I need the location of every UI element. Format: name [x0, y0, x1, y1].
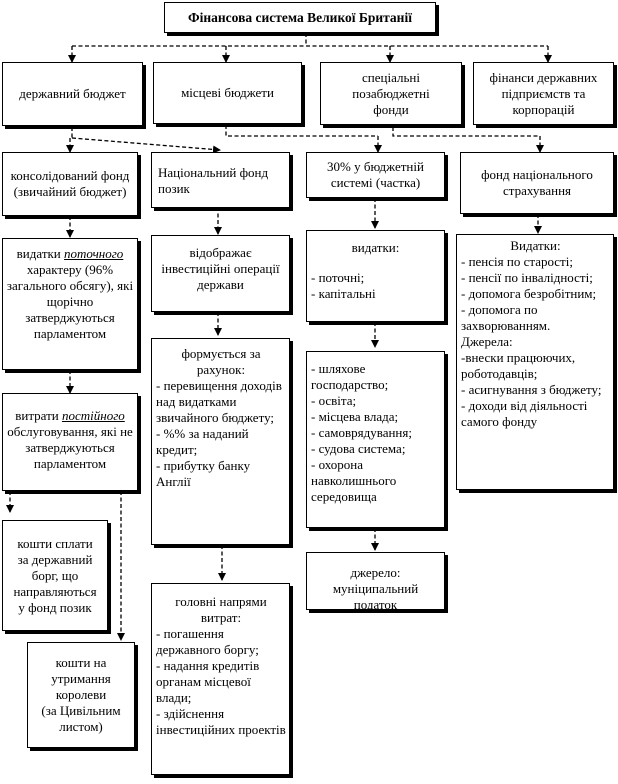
spending-area-item: - охорона навколишнього середовища: [311, 457, 397, 504]
budget-share-box: [306, 152, 445, 198]
national-loans-fund-label: Національний фонд позик: [158, 165, 269, 196]
queen-maintenance-label: кошти на утримання королеви: [51, 655, 111, 702]
insurance-expense-item: - пенсії по інвалідності;: [461, 270, 593, 285]
formation-sources-box: [151, 338, 290, 545]
spending-area-item: - судова система;: [311, 441, 406, 456]
current-expenses-box: [2, 238, 138, 370]
investment-operations-label: відображає інвестиційні операції держави: [161, 245, 280, 292]
special-funds-box: [320, 62, 462, 125]
expense-direction-item: - надання кредитів органам місцевої влади;: [156, 658, 260, 705]
national-insurance-fund-label: фонд національного страхування: [481, 167, 593, 198]
local-expenses-item: - капітальні: [311, 286, 376, 301]
insurance-expense-item: - допомога по захворюванням.: [461, 302, 551, 333]
national-insurance-fund-box: [460, 152, 614, 214]
local-expenses-box: [306, 230, 445, 322]
national-loans-fund-box: [151, 152, 290, 208]
connector-special-bus: [393, 127, 540, 136]
local-expenses-title: видатки:: [351, 240, 400, 255]
consolidated-fund-label: консолідований фонд (звичайний бюджет): [10, 168, 130, 199]
insurance-source-item: - доходи від діяльності самого фонду: [461, 398, 588, 429]
insurance-source-item: -внески працюючих, роботодавців;: [461, 350, 576, 381]
constant-expenses-text: обслуговування, які не затверджуються парламентом: [7, 424, 133, 471]
municipal-tax-source-box: [306, 552, 445, 610]
spending-area-item: - шляхове господарство;: [311, 361, 389, 392]
enterprises-label: фінанси державних підприємств та корпорацій: [489, 69, 598, 117]
title-text: Фінансова система Великої Британії: [188, 9, 412, 25]
formation-sources-title: формується за рахунок:: [181, 346, 261, 377]
expense-direction-item: - погашення державного боргу;: [156, 626, 259, 657]
current-expenses-emphasis: поточного: [64, 246, 124, 261]
current-expenses-text: характеру (96% загального обсягу), які щорічно затверджуються парламентом: [6, 262, 134, 341]
insurance-sources-title: Джерела:: [461, 334, 513, 349]
expense-direction-item: - здійснення інвестиційних проектів: [156, 706, 286, 737]
spending-area-item: - місцева влада;: [311, 409, 399, 424]
main-expense-directions-box: [151, 583, 290, 775]
constant-expenses-emphasis: постійного: [61, 408, 125, 423]
insurance-source-item: - асигнування з бюджету;: [461, 382, 602, 397]
page-title: [164, 2, 436, 33]
local-budgets-box: [153, 62, 302, 124]
civil-list-note: (за Цивільним листом): [41, 703, 121, 734]
local-expenses-item: - поточні;: [311, 270, 365, 285]
municipal-tax-source-label: джерело: муніципальний податок: [332, 565, 419, 612]
enterprises-box: [473, 62, 614, 125]
insurance-expense-item: - допомога безробітним;: [461, 286, 597, 301]
consolidated-fund-box: [2, 152, 138, 216]
connector-state-bus: [70, 127, 72, 138]
state-budget-label: державний бюджет: [19, 86, 126, 101]
connector-to-loans-fund: [72, 138, 220, 150]
local-spending-areas-box: [306, 351, 445, 528]
local-budgets-label: місцеві бюджети: [181, 85, 274, 100]
investment-operations-box: [151, 235, 290, 312]
insurance-expense-item: - пенсія по старості;: [461, 254, 573, 269]
insurance-details-box: [456, 234, 614, 490]
connector-title-bus: [72, 33, 548, 46]
state-budget-box: [2, 62, 143, 126]
current-expenses-prefix: видатки: [16, 246, 65, 261]
spending-area-item: - освіта;: [311, 393, 357, 408]
spending-area-item: - самоврядування;: [311, 425, 412, 440]
connector-local-bus: [226, 125, 378, 136]
queen-maintenance-box: [27, 642, 135, 748]
constant-expenses-box: [2, 393, 138, 491]
debt-payment-box: [2, 520, 108, 631]
expense-directions-title: головні напрями витрат:: [175, 594, 267, 625]
budget-share-label: 30% у бюджетній системі (частка): [327, 159, 424, 190]
insurance-expenses-title: Видатки:: [510, 238, 561, 253]
formation-source-item: - перевищення доходів над видатками звичайного бюджету;: [156, 378, 282, 425]
formation-source-item: - прибутку банку Англії: [156, 458, 251, 489]
debt-payment-label: кошти сплати за державний борг, що направляються у фонд позик: [13, 535, 97, 615]
special-funds-label: спеціальні позабюджетні фонди: [352, 69, 430, 117]
constant-expenses-prefix: витрати: [15, 408, 62, 423]
formation-source-item: - %% за наданий кредит;: [156, 426, 249, 457]
